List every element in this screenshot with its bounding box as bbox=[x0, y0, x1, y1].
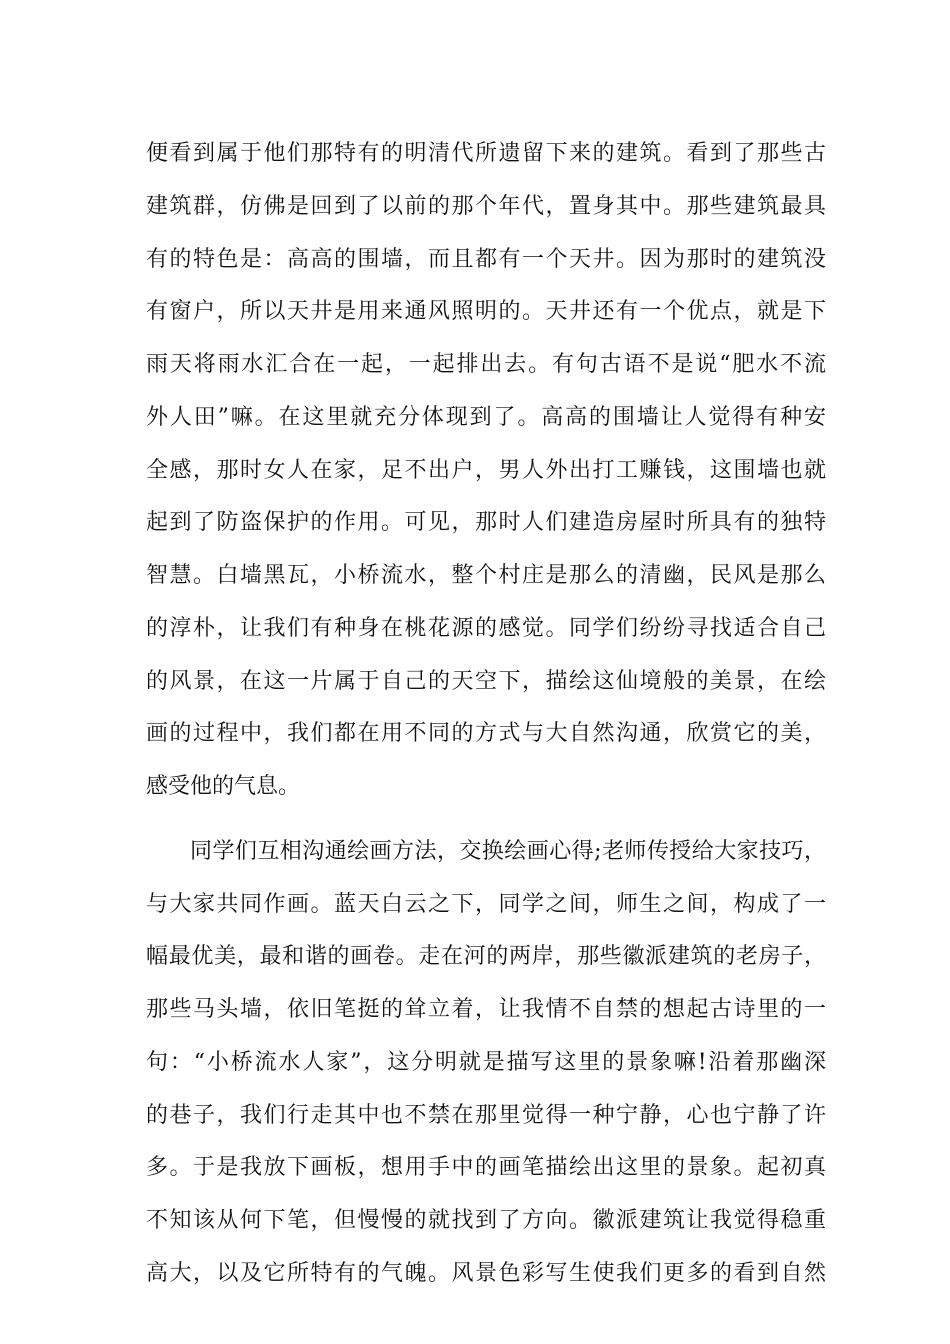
paragraph-line: 雨天将雨水汇合在一起，一起排出去。有句古语不是说“肥水不流 bbox=[146, 352, 826, 377]
paragraph-line: 句：“小桥流水人家”，这分明就是描写这里的景象嘛!沿着那幽深 bbox=[146, 1049, 826, 1075]
paragraph-line: 起到了防盗保护的作用。可见，那时人们建造房屋时所具有的独特 bbox=[146, 510, 826, 536]
paragraph-line: 的风景，在这一片属于自己的天空下，描绘这仙境般的美景，在绘 bbox=[146, 668, 826, 694]
paragraph-gap bbox=[146, 814, 826, 826]
paragraph-line: 感受他的气息。 bbox=[146, 774, 301, 799]
paragraph-line: 的巷子，我们行走其中也不禁在那里觉得一种宁静，心也宁静了许 bbox=[146, 1102, 826, 1128]
paragraph-line: 那些马头墙，依旧笔挺的耸立着，让我情不自禁的想起古诗里的一 bbox=[146, 997, 826, 1022]
paragraph-line: 画的过程中，我们都在用不同的方式与大自然沟通，欣赏它的美， bbox=[146, 721, 826, 747]
document-body bbox=[146, 128, 826, 1301]
paragraph-line: 幅最优美，最和谐的画卷。走在河的两岸，那些徽派建筑的老房子， bbox=[146, 944, 826, 970]
paragraph-1 bbox=[146, 128, 826, 814]
paragraph-line: 高大，以及它所特有的气魄。风景色彩写生使我们更多的看到自然 bbox=[146, 1260, 826, 1286]
paragraph-line: 便看到属于他们那特有的明清代所遗留下来的建筑。看到了那些古 bbox=[146, 141, 826, 166]
paragraph-line: 有的特色是：高高的围墙，而且都有一个天井。因为那时的建筑没 bbox=[146, 246, 826, 272]
paragraph-line: 外人田”嘛。在这里就充分体现到了。高高的围墙让人觉得有种安 bbox=[146, 404, 826, 430]
paragraph-line: 全感，那时女人在家，足不出户，男人外出打工赚钱，这围墙也就 bbox=[146, 457, 826, 483]
paragraph-line: 有窗户，所以天井是用来通风照明的。天井还有一个优点，就是下 bbox=[146, 299, 826, 325]
paragraph-line: 建筑群，仿佛是回到了以前的那个年代，置身其中。那些建筑最具 bbox=[146, 193, 826, 219]
paragraph-line: 的淳朴，让我们有种身在桃花源的感觉。同学们纷纷寻找适合自己 bbox=[146, 615, 826, 641]
paragraph-2 bbox=[146, 826, 826, 1301]
paragraph-line: 不知该从何下笔，但慢慢的就找到了方向。徽派建筑让我觉得稳重 bbox=[146, 1208, 826, 1233]
paragraph-line: 与大家共同作画。蓝天白云之下，同学之间，师生之间，构成了一 bbox=[146, 891, 826, 917]
paragraph-line: 同学们互相沟通绘画方法，交换绘画心得;老师传授给大家技巧， bbox=[190, 838, 826, 864]
paragraph-line: 智慧。白墙黑瓦，小桥流水，整个村庄是那么的清幽，民风是那么 bbox=[146, 563, 826, 588]
paragraph-line: 多。于是我放下画板，想用手中的画笔描绘出这里的景象。起初真 bbox=[146, 1155, 826, 1181]
